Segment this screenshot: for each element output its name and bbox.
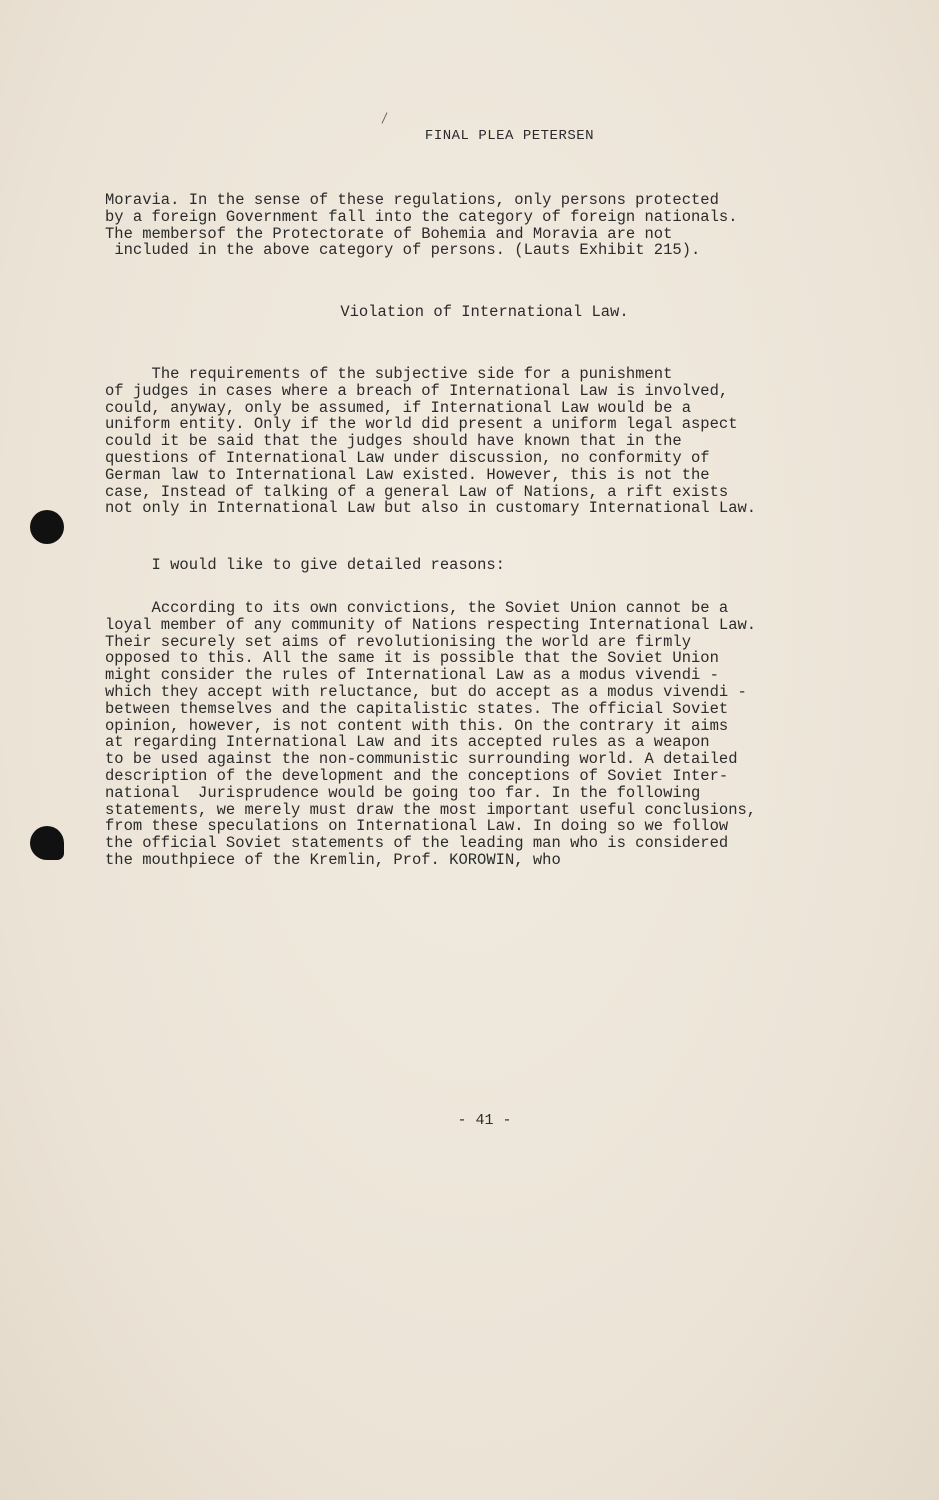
section-heading: Violation of International Law.: [340, 303, 629, 321]
punch-hole-top: [30, 510, 64, 544]
pencil-mark: [382, 112, 388, 123]
paragraph-4: According to its own convictions, the Soviet Union cannot be a loyal member of any community of Nations respecting International Law. Their securely set aims of revolutionising the world are firmly opposed to this. All the same it is possible that the Soviet Union might consider the rules of International Law as a modus vivendi - which they accept with reluctance, but do accept as a modus vivendi - between themselves and the capitalistic states. The official Soviet opinion, however, is not content with this. On the contrary it aims at regarding International Law and its accepted rules as a weapon to be used against the non-communistic surrounding world. A detailed description of the development and the conceptions of Soviet Inter- national Jurisprudence would be going too far. In the following statements, we merely must draw the most important useful conclusions, from these speculations on International Law. In doing so we follow the official Soviet statements of the leading man who is considered the mouthpiece of the Kremlin, Prof. KOROWIN, who: [105, 599, 757, 869]
page-number: - 41 -: [457, 1112, 512, 1129]
page-header: FINAL PLEA PETERSEN: [424, 128, 595, 144]
punch-hole-bottom: [30, 826, 64, 860]
paragraph-2: The requirements of the subjective side for a punishment of judges in cases where a breach of International Law is involved, could, anyway, only be assumed, if International Law would be a uniform entity. Only if the world did present a uniform legal aspect could it be said that the judges should have known that in the questions of International Law under discussion, no conformity of German law to International Law existed. However, this is not the case, Instead of talking of a general Law of Nations, a rift exists not only in International Law but also in customary International Law.: [105, 365, 757, 518]
paragraph-1: Moravia. In the sense of these regulations, only persons protected by a foreign Government fall into the category of foreign nationals. The membersof the Protectorate of Bohemia and Moravia are not included in the above category of persons. (Lauts Exhibit 215).: [105, 191, 738, 260]
paragraph-3: I would like to give detailed reasons:: [105, 556, 505, 574]
